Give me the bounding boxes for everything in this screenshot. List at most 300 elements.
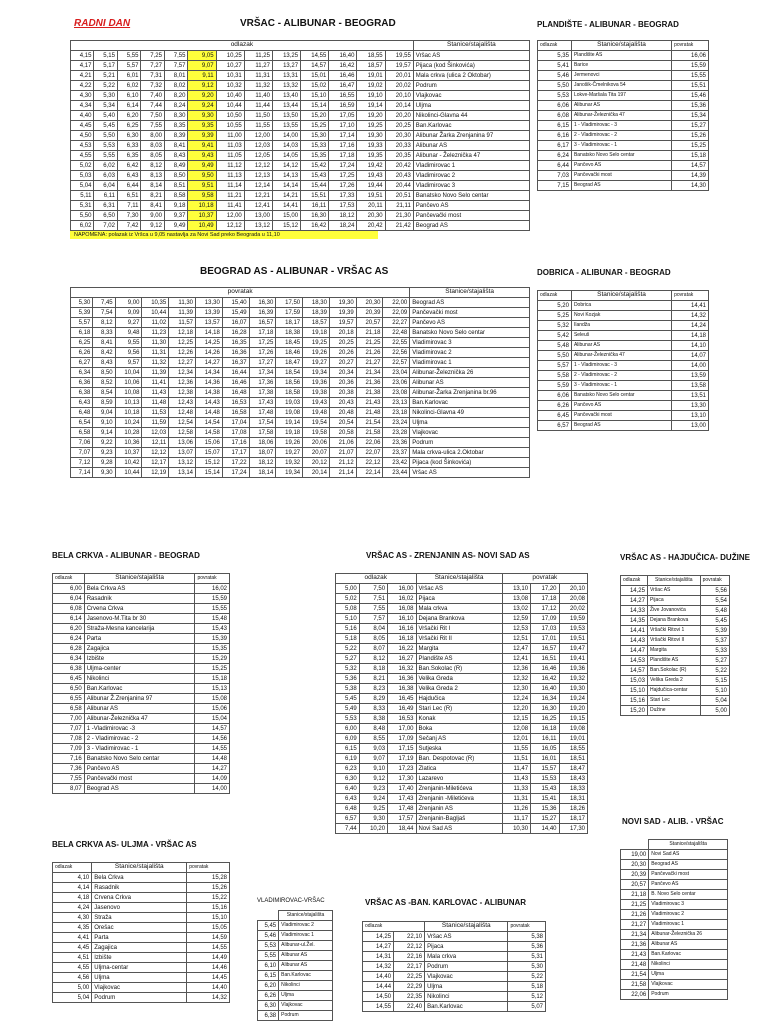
- stop-name: Alibunar-ul.Žel.: [279, 941, 333, 951]
- time-cell: 17,53: [329, 201, 357, 211]
- time-cell: 5,54: [700, 596, 729, 606]
- time-cell: 18,17: [559, 814, 588, 824]
- table-row: [53, 923, 230, 933]
- time-cell: 15,25: [195, 664, 230, 674]
- time-cell: 8,39: [164, 131, 187, 141]
- time-cell: 8,33: [359, 704, 387, 714]
- time-cell: 15,59: [672, 61, 709, 71]
- time-cell: 4,51: [53, 953, 92, 963]
- time-cell: 22,29: [394, 982, 425, 992]
- time-cell: 5,04: [53, 993, 92, 1003]
- time-cell: 23,24: [383, 418, 410, 428]
- dab-dep-header: odlazak: [538, 291, 572, 301]
- time-cell: 15,07: [196, 448, 223, 458]
- stop-name: Stari Lec: [647, 696, 700, 706]
- bab-dep-header: odlazak: [53, 574, 85, 584]
- time-cell: 9,00: [115, 298, 142, 308]
- time-cell: 17,40: [388, 784, 416, 794]
- time-cell: 17,16: [222, 438, 249, 448]
- table-row: [336, 714, 588, 724]
- table-row: [71, 448, 530, 458]
- bv-stop-header: Stanice/stajališta: [410, 288, 530, 298]
- time-cell: 20,30: [356, 298, 383, 308]
- time-cell: 23,36: [383, 438, 410, 448]
- stop-name: Ilandža: [571, 321, 671, 331]
- time-cell: 16,46: [222, 378, 249, 388]
- time-cell: 12,58: [169, 428, 196, 438]
- table-row: [621, 646, 730, 656]
- time-cell: 20,58: [329, 428, 356, 438]
- time-cell: 15,05: [187, 923, 230, 933]
- time-cell: 9,30: [93, 468, 115, 478]
- time-cell: 8,03: [141, 141, 164, 151]
- time-cell: 8,43: [164, 151, 187, 161]
- time-cell: 4,40: [71, 111, 94, 121]
- time-cell: 5,39: [700, 626, 729, 636]
- table-row: [336, 594, 588, 604]
- time-cell: 5,08: [336, 604, 360, 614]
- time-cell: 9,24: [188, 101, 216, 111]
- time-cell: 7,57: [359, 614, 387, 624]
- time-cell: 18,06: [249, 438, 276, 448]
- time-cell: 5,25: [538, 311, 572, 321]
- time-cell: 11,12: [216, 161, 244, 171]
- time-cell: 15,59: [195, 594, 230, 604]
- time-cell: 13,55: [272, 121, 300, 131]
- time-cell: 22,12: [394, 942, 425, 952]
- table-row: [71, 211, 530, 221]
- time-cell: 16,28: [222, 328, 249, 338]
- time-cell: 14,57: [195, 724, 230, 734]
- table-row: [71, 171, 530, 181]
- table-row: [336, 654, 588, 664]
- time-cell: 21,43: [356, 398, 383, 408]
- time-cell: 6,35: [117, 151, 140, 161]
- time-cell: 11,31: [502, 794, 530, 804]
- time-cell: 21,48: [356, 408, 383, 418]
- time-cell: 22,16: [394, 952, 425, 962]
- stop-name: 2 - Vladimirovac - 2: [84, 734, 195, 744]
- vb-note: NAPOMENA: polazak iz Vršca u 9,05 nastavlja za Novi Sad preko Beograda u 11,10: [70, 231, 378, 239]
- time-cell: 20,57: [356, 318, 383, 328]
- time-cell: 6,27: [71, 358, 93, 368]
- time-cell: 5,57: [117, 61, 140, 71]
- time-cell: 7,07: [71, 448, 93, 458]
- time-cell: 7,09: [53, 744, 85, 754]
- time-cell: 5,02: [71, 161, 94, 171]
- time-cell: 11,57: [169, 318, 196, 328]
- stop-name: Vladimirovac 2: [410, 348, 530, 358]
- time-cell: 14,32: [672, 311, 709, 321]
- time-cell: 15,06: [196, 438, 223, 448]
- table-row: [621, 990, 728, 1000]
- time-cell: 9,24: [359, 794, 387, 804]
- time-cell: 22,57: [383, 358, 410, 368]
- time-cell: 5,42: [538, 331, 572, 341]
- time-cell: 16,51: [531, 654, 559, 664]
- time-cell: 17,09: [531, 614, 559, 624]
- time-cell: 10,35: [142, 298, 169, 308]
- time-cell: 19,34: [303, 368, 330, 378]
- time-cell: 5,45: [258, 921, 279, 931]
- time-cell: 17,19: [388, 754, 416, 764]
- vbk-ret-header: povratak: [508, 922, 546, 932]
- time-cell: 16,37: [222, 358, 249, 368]
- time-cell: 14,56: [195, 734, 230, 744]
- time-cell: 21,58: [621, 980, 649, 990]
- table-row: [53, 993, 230, 1003]
- stop-name: Zagajica: [84, 644, 195, 654]
- time-cell: 15,01: [301, 71, 329, 81]
- table-row: [621, 626, 730, 636]
- time-cell: 10,24: [115, 418, 142, 428]
- time-cell: 18,46: [276, 348, 303, 358]
- time-cell: 9,14: [93, 428, 115, 438]
- time-cell: 14,33: [621, 606, 648, 616]
- time-cell: 16,49: [388, 704, 416, 714]
- time-cell: 6,02: [94, 161, 117, 171]
- time-cell: 12,17: [142, 458, 169, 468]
- time-cell: 18,24: [329, 221, 357, 231]
- stop-name: Novi Kozjak: [571, 311, 671, 321]
- time-cell: 14,13: [272, 171, 300, 181]
- time-cell: 7,12: [71, 458, 93, 468]
- stop-name: Sečanj AS: [416, 734, 502, 744]
- time-cell: 6,51: [117, 191, 140, 201]
- time-cell: 15,36: [531, 804, 559, 814]
- time-cell: 5,03: [71, 171, 94, 181]
- time-cell: 18,31: [559, 794, 588, 804]
- time-cell: 5,22: [94, 81, 117, 91]
- time-cell: 9,12: [141, 221, 164, 231]
- time-cell: 5,12: [508, 992, 546, 1002]
- time-cell: 19,20: [559, 704, 588, 714]
- table-row: [71, 141, 530, 151]
- time-cell: 12,38: [169, 388, 196, 398]
- stop-name: Alibunar AS: [571, 101, 671, 111]
- time-cell: 14,40: [531, 824, 559, 834]
- table-row: [538, 401, 709, 411]
- time-cell: 16,44: [222, 368, 249, 378]
- time-cell: 11,27: [244, 61, 272, 71]
- table-row: [71, 81, 530, 91]
- time-cell: 17,27: [249, 358, 276, 368]
- stop-name: Ulјma: [410, 418, 530, 428]
- time-cell: 4,56: [53, 973, 92, 983]
- table-row: [336, 804, 588, 814]
- time-cell: 15,55: [672, 71, 709, 81]
- time-cell: 5,30: [508, 962, 546, 972]
- stop-name: Izbište: [84, 654, 195, 664]
- time-cell: 16,34: [531, 694, 559, 704]
- time-cell: 18,14: [249, 468, 276, 478]
- table-row: [258, 961, 333, 971]
- table-row: [71, 111, 530, 121]
- time-cell: 10,42: [115, 458, 142, 468]
- table-row: [53, 953, 230, 963]
- stop-name: Vršački Ritovi 1: [647, 626, 700, 636]
- time-cell: 8,49: [164, 161, 187, 171]
- time-cell: 5,22: [508, 972, 546, 982]
- time-cell: 19,01: [559, 734, 588, 744]
- time-cell: 8,42: [93, 348, 115, 358]
- time-cell: 8,05: [359, 634, 387, 644]
- time-cell: 14,27: [195, 764, 230, 774]
- time-cell: 17,24: [222, 468, 249, 478]
- time-cell: 20,20: [385, 111, 413, 121]
- time-cell: 8,13: [141, 171, 164, 181]
- time-cell: 6,48: [71, 408, 93, 418]
- table-row: [336, 724, 588, 734]
- time-cell: 16,02: [388, 594, 416, 604]
- time-cell: 17,00: [388, 724, 416, 734]
- stop-name: Margita: [416, 644, 502, 654]
- time-cell: 6,14: [53, 614, 85, 624]
- time-cell: 15,49: [222, 308, 249, 318]
- time-cell: 5,45: [94, 121, 117, 131]
- time-cell: 7,50: [359, 584, 387, 594]
- nav-timetable: [620, 839, 728, 1000]
- time-cell: 15,03: [621, 676, 648, 686]
- stop-name: Crvena Crkva: [92, 893, 187, 903]
- stop-name: Alibunar-Železnička 26: [649, 930, 728, 940]
- time-cell: 17,48: [249, 408, 276, 418]
- time-cell: 11,59: [142, 418, 169, 428]
- time-cell: 15,20: [621, 706, 648, 716]
- time-cell: 14,25: [621, 586, 648, 596]
- time-cell: 14,55: [301, 51, 329, 61]
- time-cell: 13,14: [169, 468, 196, 478]
- time-cell: 7,50: [141, 111, 164, 121]
- vhd-stop-header: Stanice/stajališta: [647, 576, 700, 586]
- time-cell: 20,08: [559, 594, 588, 604]
- vbk-dep-header: odlazak: [363, 922, 425, 932]
- table-row: [53, 744, 230, 754]
- time-cell: 14,36: [196, 378, 223, 388]
- time-cell: 18,26: [559, 804, 588, 814]
- table-row: [336, 674, 588, 684]
- time-cell: 22,09: [383, 308, 410, 318]
- table-row: [336, 694, 588, 704]
- bab-ret-header: povratak: [195, 574, 230, 584]
- time-cell: 6,50: [94, 211, 117, 221]
- time-cell: 15,16: [187, 903, 230, 913]
- time-cell: 6,30: [336, 774, 360, 784]
- time-cell: 4,15: [71, 51, 94, 61]
- time-cell: 14,54: [196, 418, 223, 428]
- time-cell: 18,57: [357, 61, 385, 71]
- stop-name: Zrenjanin AS: [416, 804, 502, 814]
- table-row: [621, 870, 728, 880]
- time-cell: 20,11: [357, 201, 385, 211]
- time-cell: 5,53: [538, 91, 572, 101]
- table-row: [258, 931, 333, 941]
- time-cell: 15,41: [531, 794, 559, 804]
- time-cell: 22,07: [356, 448, 383, 458]
- time-cell: 23,37: [383, 448, 410, 458]
- time-cell: 7,32: [141, 81, 164, 91]
- time-cell: 9,23: [93, 448, 115, 458]
- time-cell: 5,53: [94, 141, 117, 151]
- time-cell: 18,44: [388, 824, 416, 834]
- stop-name: Lokve-Maršala Tita 197: [571, 91, 671, 101]
- table-row: [538, 351, 709, 361]
- table-row: [336, 624, 588, 634]
- stop-name: Vršački Ritovi II: [647, 636, 700, 646]
- table-row: [258, 921, 333, 931]
- time-cell: 8,24: [164, 101, 187, 111]
- time-cell: 12,53: [502, 624, 530, 634]
- time-cell: 17,33: [329, 191, 357, 201]
- time-cell: 6,24: [538, 151, 572, 161]
- time-cell: 4,50: [71, 131, 94, 141]
- time-cell: 8,01: [164, 71, 187, 81]
- time-cell: 12,12: [244, 161, 272, 171]
- vbk-timetable: [362, 921, 546, 1012]
- time-cell: 15,57: [531, 764, 559, 774]
- stop-name: Mala crkva-ulica 2.Oktobar: [410, 448, 530, 458]
- time-cell: 21,43: [621, 950, 649, 960]
- time-cell: 19,30: [357, 131, 385, 141]
- time-cell: 19,24: [559, 694, 588, 704]
- time-cell: 5,45: [700, 616, 729, 626]
- time-cell: 15,43: [301, 171, 329, 181]
- time-cell: 22,56: [383, 348, 410, 358]
- time-cell: 20,12: [303, 458, 330, 468]
- time-cell: 5,46: [538, 71, 572, 81]
- bv-title: BEOGRAD AS - ALIBUNAR - VRŠAC AS: [200, 266, 389, 277]
- time-cell: 14,34: [196, 368, 223, 378]
- stop-name: Bela Crkva: [92, 873, 187, 883]
- time-cell: 15,13: [195, 684, 230, 694]
- time-cell: 8,52: [93, 378, 115, 388]
- stop-name: Vršac AS: [425, 932, 508, 942]
- time-cell: 15,20: [301, 111, 329, 121]
- time-cell: 20,54: [329, 418, 356, 428]
- table-row: [538, 131, 709, 141]
- time-cell: 17,36: [249, 378, 276, 388]
- time-cell: 6,18: [71, 328, 93, 338]
- stop-name: Velika Greda 2: [647, 676, 700, 686]
- time-cell: 21,18: [356, 328, 383, 338]
- table-row: [258, 981, 333, 991]
- stop-name: Vršac AS: [647, 586, 700, 596]
- table-row: [363, 952, 546, 962]
- time-cell: 16,40: [531, 684, 559, 694]
- table-row: [71, 328, 530, 338]
- time-cell: 9,20: [188, 91, 216, 101]
- time-cell: 21,36: [621, 940, 649, 950]
- time-cell: 6,33: [117, 141, 140, 151]
- time-cell: 20,02: [559, 604, 588, 614]
- time-cell: 17,24: [329, 161, 357, 171]
- time-cell: 8,50: [93, 368, 115, 378]
- time-cell: 21,07: [329, 448, 356, 458]
- time-cell: 9,25: [359, 804, 387, 814]
- time-cell: 14,41: [672, 301, 709, 311]
- time-cell: 8,59: [93, 398, 115, 408]
- stop-name: Podrum: [413, 81, 529, 91]
- time-cell: 7,40: [141, 91, 164, 101]
- time-cell: 6,58: [71, 428, 93, 438]
- time-cell: 12,15: [502, 714, 530, 724]
- time-cell: 11,39: [169, 308, 196, 318]
- time-cell: 6,38: [53, 664, 85, 674]
- time-cell: 16,27: [388, 654, 416, 664]
- stop-name: Lazarevo: [416, 774, 502, 784]
- time-cell: 20,26: [329, 348, 356, 358]
- time-cell: 17,12: [531, 604, 559, 614]
- time-cell: 15,10: [301, 91, 329, 101]
- table-row: [53, 983, 230, 993]
- time-cell: 17,54: [249, 418, 276, 428]
- time-cell: 17,20: [531, 584, 559, 594]
- stop-name: Boka: [416, 724, 502, 734]
- stop-name: Ban.Sokolac (R): [416, 664, 502, 674]
- time-cell: 9,37: [164, 211, 187, 221]
- time-cell: 13,30: [672, 401, 709, 411]
- time-cell: 11,23: [142, 328, 169, 338]
- stop-name: Alibunar - Železnička 47: [413, 151, 529, 161]
- time-cell: 6,24: [53, 634, 85, 644]
- table-row: [538, 391, 709, 401]
- table-row: [538, 91, 709, 101]
- time-cell: 13,31: [272, 71, 300, 81]
- table-row: [53, 913, 230, 923]
- time-cell: 5,00: [700, 706, 729, 716]
- time-cell: 12,00: [216, 211, 244, 221]
- time-cell: 19,34: [276, 468, 303, 478]
- time-cell: 6,03: [94, 171, 117, 181]
- table-row: [71, 221, 530, 231]
- stop-name: Vladimirovac 2: [413, 171, 529, 181]
- table-row: [621, 930, 728, 940]
- time-cell: 6,17: [538, 141, 572, 151]
- time-cell: 19,02: [357, 81, 385, 91]
- time-cell: 9,12: [188, 81, 216, 91]
- stop-name: Pijaca (kod Šinkovića): [410, 458, 530, 468]
- time-cell: 15,27: [531, 814, 559, 824]
- time-cell: 6,57: [538, 421, 572, 431]
- pab-title: PLANDIŠTE - ALIBUNAR - BEOGRAD: [537, 20, 679, 29]
- time-cell: 11,30: [169, 298, 196, 308]
- time-cell: 14,25: [363, 932, 394, 942]
- time-cell: 12,26: [169, 348, 196, 358]
- time-cell: 20,57: [621, 880, 649, 890]
- time-cell: 19,59: [559, 614, 588, 624]
- time-cell: 9,03: [359, 744, 387, 754]
- time-cell: 5,46: [258, 931, 279, 941]
- time-cell: 4,41: [53, 933, 92, 943]
- time-cell: 12,03: [244, 141, 272, 151]
- table-row: [363, 932, 546, 942]
- time-cell: 6,44: [538, 161, 572, 171]
- stop-name: Vršački Rit II: [416, 634, 502, 644]
- table-row: [538, 51, 709, 61]
- table-row: [53, 893, 230, 903]
- stop-name: Alibunar-Železnička 26: [410, 368, 530, 378]
- time-cell: 20,42: [385, 161, 413, 171]
- time-cell: 16,46: [329, 71, 357, 81]
- time-cell: 19,20: [357, 111, 385, 121]
- stop-name: Alibunar Ž.Zrenjanina 97: [84, 694, 195, 704]
- time-cell: 20,42: [357, 221, 385, 231]
- time-cell: 14,48: [195, 754, 230, 764]
- time-cell: 9,07: [359, 754, 387, 764]
- stop-name: Nikolinci: [279, 981, 333, 991]
- time-cell: 7,15: [538, 181, 572, 191]
- table-row: [621, 656, 730, 666]
